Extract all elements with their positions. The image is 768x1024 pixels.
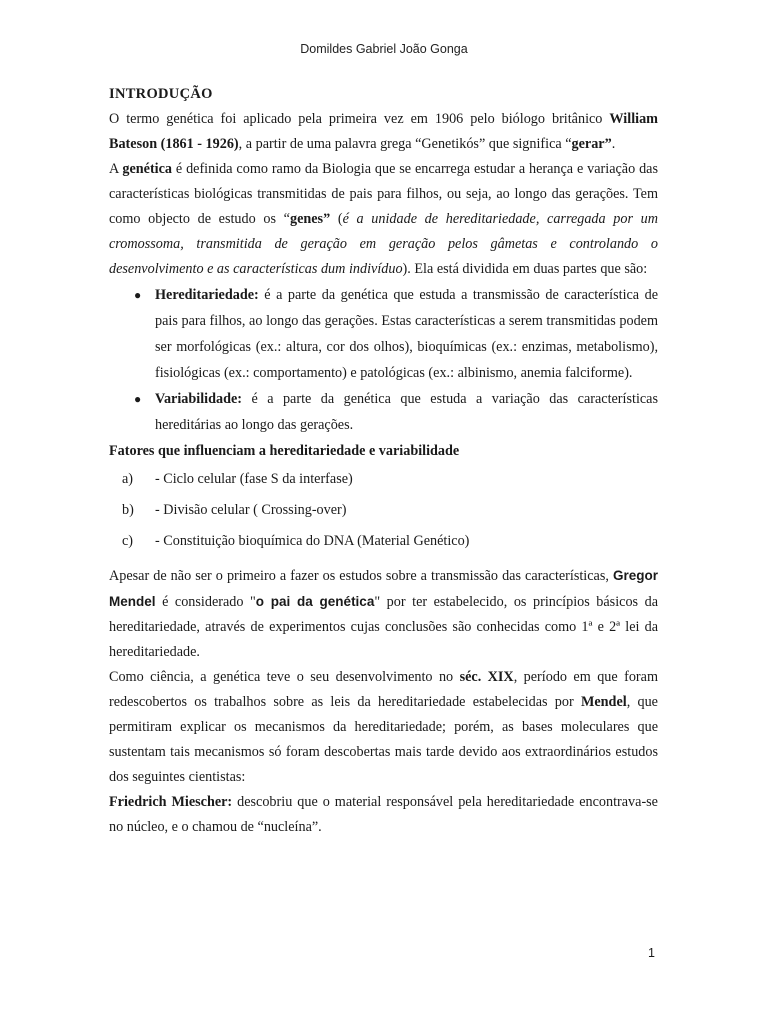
genes-term: genes” xyxy=(289,211,331,227)
text: , a partir de uma palavra grega “Genetikós” que significa “ xyxy=(238,136,572,152)
gerar-term: gerar” xyxy=(571,136,612,152)
text: Apesar de não ser o primeiro a fazer os estudos sobre a transmissão das características, xyxy=(109,568,613,584)
text: , que permitiram explicar os mecanismos da hereditariedade; porém, as bases moleculares que sustentam tais mecanismos só foram descobertas mais tarde devido aos extraordinários estudos dos seguintes cientistas: xyxy=(109,694,658,785)
mendel-paragraph xyxy=(109,563,658,665)
bullet-term: Hereditariedade: xyxy=(155,287,259,303)
list-item-text: - Ciclo celular (fase S da interfase) xyxy=(155,471,353,487)
bullet-icon: ● xyxy=(134,288,142,302)
bullet-icon: ● xyxy=(134,392,142,406)
text: , período em que foram redescobertos os trabalhos sobre as leis da hereditariedade estabelecidas por xyxy=(109,669,658,710)
list-item xyxy=(109,386,658,438)
list-marker: c) xyxy=(122,533,134,549)
list-marker: a) xyxy=(122,471,134,487)
page-number: 1 xyxy=(648,946,655,960)
genetics-parts-list xyxy=(109,282,658,438)
intro-paragraph-1 xyxy=(109,107,658,157)
mendel-name: Gregor Mendel xyxy=(109,568,658,609)
list-item xyxy=(109,282,658,386)
genetica-term: genética xyxy=(122,161,172,177)
bateson-name: William Bateson (1861 - 1926) xyxy=(109,111,658,152)
gene-definition: é a unidade de hereditariedade, carregada por um cromossoma, transmitida de geração em geração pelos gâmetas e controlando o desenvolvimento e as características dum indivíduo xyxy=(109,211,659,277)
text: . xyxy=(611,136,616,152)
pai-da-genetica: o pai da genética xyxy=(255,594,375,609)
intro-paragraph-2 xyxy=(109,157,658,282)
text: é considerado " xyxy=(155,594,256,610)
bullet-text: é a parte da genética que estuda a transmissão de característica de pais para filhos, ao longo das gerações. Estas características a serem transmitidas podem ser morfológicas (ex.: altura, cor dos olhos), bioquímicas (ex.: enzimas, metabolismo), fisiológicas (ex.: comportamento) e patológicas (ex.: albinismo, anemia falciforme). xyxy=(155,287,658,381)
list-item xyxy=(109,464,658,495)
bullet-text: é a parte da genética que estuda a variação das características hereditárias ao longo das gerações. xyxy=(155,391,658,433)
list-item-text: - Divisão celular ( Crossing-over) xyxy=(155,502,347,518)
text: ( xyxy=(330,211,343,227)
seculo-term: séc. XIX xyxy=(459,669,514,685)
page-header-author: Domildes Gabriel João Gonga xyxy=(300,42,468,56)
text: descobriu que o material responsável pela hereditariedade encontrava-se no núcleo, e o chamou de “nucleína”. xyxy=(109,794,658,835)
list-item-text: - Constituição bioquímica do DNA (Material Genético) xyxy=(155,533,470,549)
miescher-name: Friedrich Miescher: xyxy=(109,794,233,810)
introduction-heading: INTRODUÇÃO xyxy=(109,86,213,102)
text: A xyxy=(109,161,123,177)
factors-list xyxy=(109,464,658,557)
factors-heading: Fatores que influenciam a hereditariedade e variabilidade xyxy=(109,443,460,459)
text: Como ciência, a genética teve o seu desenvolvimento no xyxy=(109,669,460,685)
document-body xyxy=(109,82,658,840)
mendel-term: Mendel xyxy=(580,694,627,710)
list-item xyxy=(109,495,658,526)
miescher-paragraph xyxy=(109,790,658,840)
text: O termo genética foi aplicado pela primeira vez em 1906 pelo biólogo britânico xyxy=(109,111,610,127)
list-item xyxy=(109,526,658,557)
science-paragraph xyxy=(109,665,658,790)
bullet-term: Variabilidade: xyxy=(155,391,242,407)
text: ). Ela está dividida em duas partes que são: xyxy=(402,261,648,277)
text: " por ter estabelecido, os princípios básicos da hereditariedade, através de experimentos cujas conclusões são conhecidas como 1ª e 2ª lei da hereditariedade. xyxy=(109,594,658,660)
list-marker: b) xyxy=(122,502,134,518)
text: é definida como ramo da Biologia que se encarrega estudar a herança e variação das características biológicas transmitidas de pais para filhos, ou seja, ao longo das gerações. Tem como objecto de estudo os “ xyxy=(109,161,658,227)
